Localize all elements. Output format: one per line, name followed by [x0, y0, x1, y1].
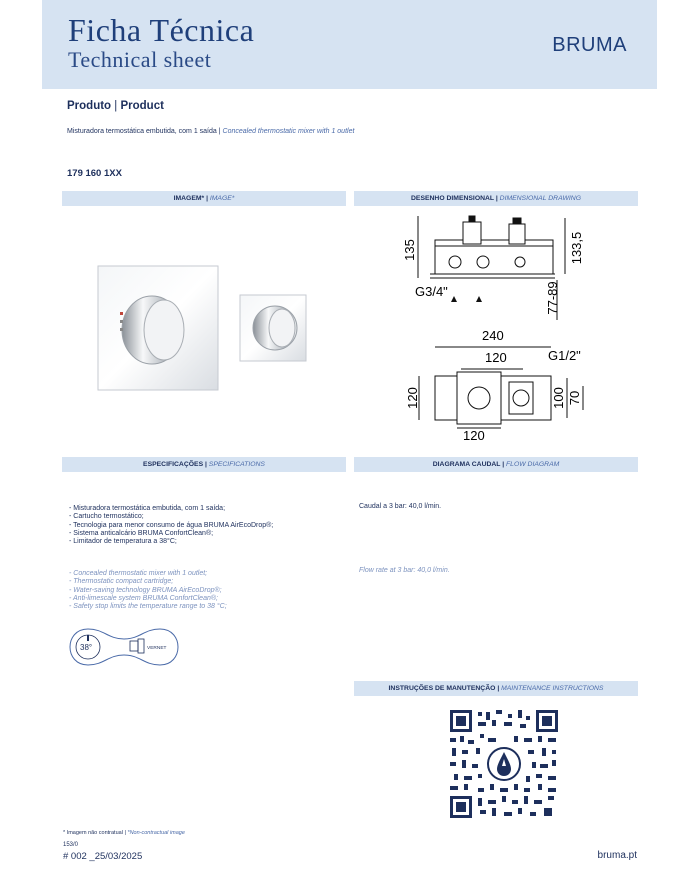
- separator: |: [114, 100, 121, 112]
- dim-77-89: 77-89: [545, 281, 560, 315]
- product-photo: [92, 262, 322, 397]
- dim-70: 70: [567, 390, 582, 406]
- revision-number: 153/0: [63, 842, 79, 848]
- header-banner: [42, 0, 657, 89]
- section-band-drawing: [354, 191, 638, 206]
- product-desc-pt: Misturadora termostática embutida, com 1 saída: [67, 128, 217, 135]
- dim-120-bottom: 120: [463, 428, 485, 443]
- thread-g12: G1/2": [548, 348, 581, 363]
- badge-temp: 38°: [80, 643, 93, 652]
- product-desc-en: Concealed thermostatic mixer with 1 outlet: [222, 128, 355, 135]
- band-image-pt: IMAGEM*: [173, 195, 205, 202]
- spec-item: - Concealed thermostatic mixer with 1 outlet;: [69, 570, 208, 577]
- title-en: Technical sheet: [68, 47, 212, 72]
- spec-item: - Safety stop limits the temperature range to 38 °C;: [69, 603, 227, 611]
- product-label-en: Product: [120, 100, 164, 112]
- website-link[interactable]: bruma.pt: [597, 850, 637, 861]
- separator: |: [205, 461, 209, 468]
- footnote-pt: * Imagem não contratual: [63, 830, 123, 836]
- separator: |: [218, 128, 223, 135]
- spec-item: - Tecnologia para menor consumo de água BRUMA AirEcoDrop®;: [69, 521, 274, 529]
- spec-item: - Misturadora termostática embutida, com 1 saída;: [69, 505, 226, 512]
- spec-item: - Anti-limescale system BRUMA ConfortClean®;: [69, 594, 218, 602]
- product-code: 179 160 1XX: [67, 168, 122, 179]
- spec-item: - Cartucho termostático;: [69, 513, 144, 521]
- spec-item: - Water-saving technology BRUMA AirEcoDrop®;: [69, 586, 222, 594]
- title-pt: Ficha Técnica: [68, 12, 255, 48]
- footnote-en: *Non-contractual image: [127, 830, 185, 836]
- separator: |: [495, 195, 500, 202]
- spec-item: - Sistema anticalcário BRUMA ConfortClean®;: [69, 529, 214, 537]
- specs-list-en: [69, 570, 227, 611]
- band-drawing-pt: DESENHO DIMENSIONAL: [411, 195, 494, 202]
- product-label-pt: Produto: [67, 100, 112, 112]
- product-heading: [67, 100, 164, 112]
- section-band-image: [62, 191, 346, 206]
- dimensional-drawing: [402, 210, 610, 445]
- feature-badge: [68, 627, 180, 667]
- flow-rate-en: Flow rate at 3 bar: 40,0 l/min.: [359, 567, 450, 574]
- badge-vernet: VERNET: [147, 646, 167, 651]
- band-flow-en: FLOW DIAGRAM: [506, 461, 560, 468]
- dim-120-left: 120: [405, 387, 420, 409]
- spec-item: - Thermostatic compact cartridge;: [69, 578, 174, 586]
- dim-135: 135: [402, 239, 417, 261]
- dim-240: 240: [482, 328, 504, 343]
- separator: |: [502, 461, 507, 468]
- separator: |: [497, 685, 502, 692]
- separator: |: [124, 830, 128, 836]
- specs-list-pt: [69, 505, 273, 546]
- brand-logo: BRUMA: [552, 34, 627, 56]
- section-band-specs: [62, 457, 346, 472]
- qr-code[interactable]: [448, 708, 560, 820]
- dim-120-top: 120: [485, 350, 507, 365]
- band-image-en: IMAGE*: [209, 195, 235, 202]
- band-specs-en: SPECIFICATIONS: [208, 461, 265, 468]
- flow-rate-pt: Caudal a 3 bar: 40,0 l/min.: [359, 503, 442, 510]
- product-description: [67, 128, 354, 135]
- dim-100: 100: [551, 387, 566, 409]
- band-flow-pt: DIAGRAMA CAUDAL: [432, 461, 501, 468]
- band-drawing-en: DIMENSIONAL DRAWING: [499, 195, 581, 202]
- band-specs-pt: ESPECIFICAÇÕES: [143, 461, 204, 468]
- dim-133-5: 133,5: [569, 231, 584, 265]
- band-maint-en: MAINTENANCE INSTRUCTIONS: [501, 685, 604, 692]
- section-band-flow: [354, 457, 638, 472]
- drop-logo-icon: [488, 748, 520, 780]
- document-number: # 002 _25/03/2025: [63, 851, 143, 862]
- side-view-body: [435, 246, 553, 274]
- section-band-maintenance: [354, 681, 638, 696]
- separator: |: [206, 195, 210, 202]
- footnote: [63, 830, 185, 836]
- spec-item: - Limitador de temperatura a 38°C;: [69, 538, 177, 546]
- thread-g34: G3/4": [415, 284, 448, 299]
- band-maint-pt: INSTRUÇÕES DE MANUTENÇÃO: [388, 685, 496, 692]
